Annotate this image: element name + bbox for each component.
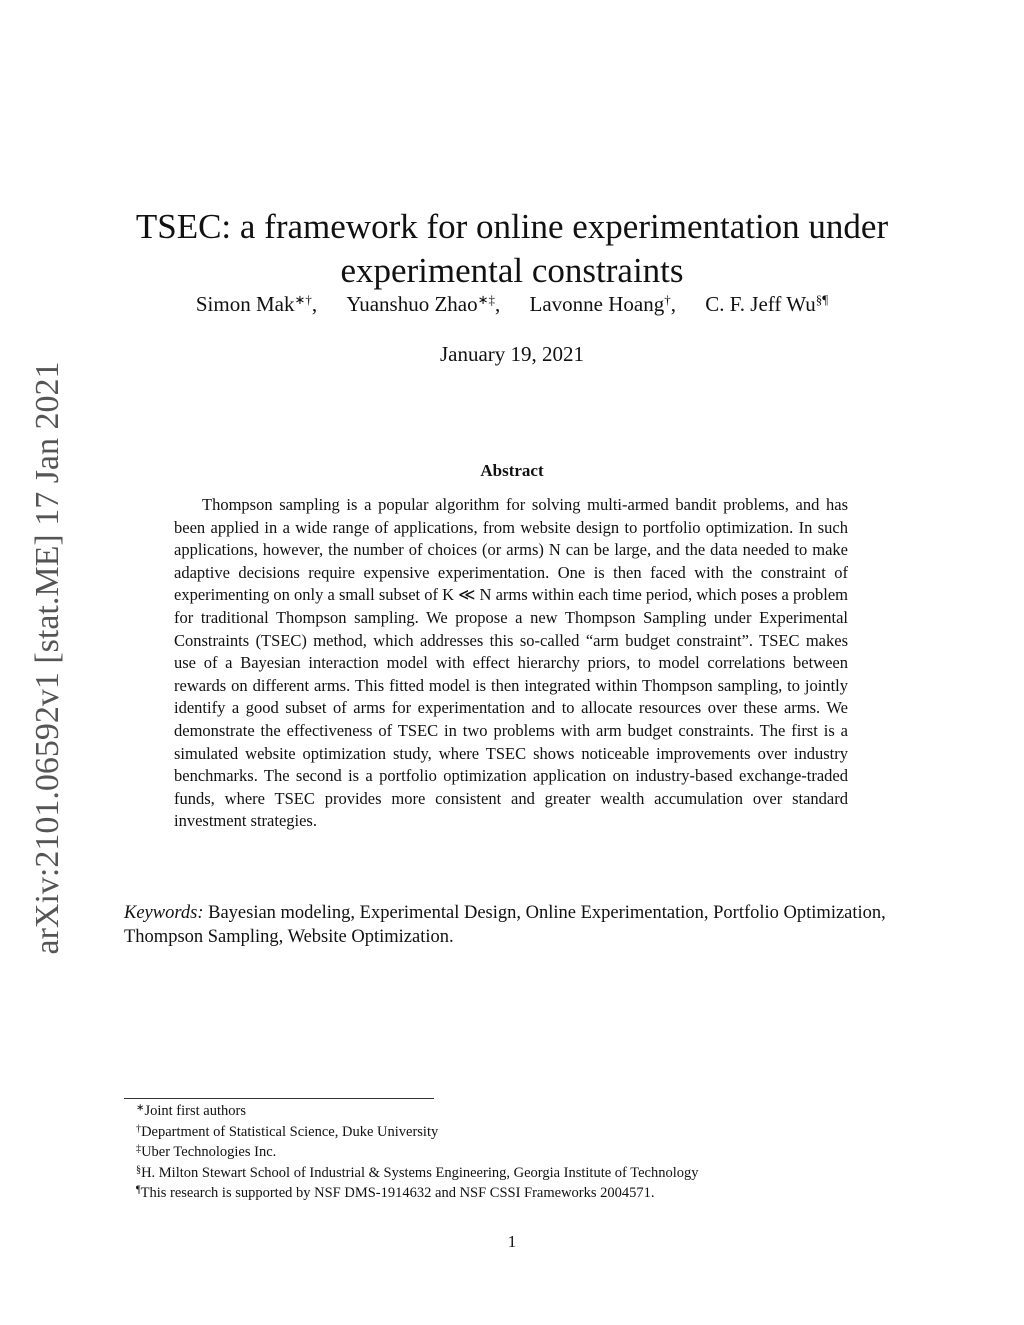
- footnote: [136, 1122, 936, 1143]
- author-affiliation-marks: ∗†: [294, 291, 312, 307]
- keywords-text: Bayesian modeling, Experimental Design, Online Experimentation, Portfolio Optimization, Thompson Sampling, Website Optimization.: [124, 903, 886, 947]
- author-name: Lavonne Hoang: [529, 292, 665, 316]
- keywords: [124, 901, 900, 949]
- author-affiliation-marks: §¶: [815, 291, 829, 307]
- keywords-label: Keywords:: [124, 903, 204, 923]
- publication-date: January 19, 2021: [439, 342, 585, 366]
- arxiv-identifier: arXiv:2101.06592v1 [stat.ME] 17 Jan 2021: [29, 361, 66, 955]
- author-name: Yuanshuo Zhao: [346, 292, 478, 316]
- footnote: [136, 1101, 936, 1122]
- footnote-divider: [124, 1098, 434, 1099]
- author-affiliation-marks: †: [664, 291, 671, 307]
- footnote-text: H. Milton Stewart School of Industrial & Systems Engineering, Georgia Institute of Technology: [141, 1164, 699, 1181]
- author: [196, 292, 317, 316]
- title-line-1: TSEC: a framework for online experimentation under: [135, 207, 889, 247]
- footnote: [136, 1183, 936, 1204]
- title-line-2: experimental constraints: [340, 251, 684, 291]
- author: [705, 292, 828, 316]
- author-separator: ,: [495, 292, 501, 316]
- author-name: C. F. Jeff Wu: [705, 292, 816, 316]
- author: [530, 292, 676, 316]
- author-name: Simon Mak: [195, 292, 295, 316]
- footnote-text: Uber Technologies Inc.: [141, 1144, 277, 1161]
- footnote-mark: ¶: [136, 1184, 141, 1196]
- footnote-mark: ∗: [136, 1102, 145, 1114]
- author-separator: ,: [311, 292, 318, 316]
- footnote: [136, 1163, 936, 1184]
- author-list: [120, 292, 904, 317]
- footnotes: [136, 1101, 936, 1204]
- author-affiliation-marks: ∗‡: [477, 291, 496, 307]
- footnote-text: This research is supported by NSF DMS-1914632 and NSF CSSI Frameworks 2004571.: [140, 1185, 655, 1202]
- footnote-text: Department of Statistical Science, Duke University: [141, 1123, 439, 1140]
- abstract-heading: Abstract: [480, 461, 544, 480]
- paper-title: [120, 205, 904, 293]
- footnote-mark: †: [136, 1123, 142, 1135]
- footnote: [136, 1142, 936, 1163]
- footnote-mark: §: [136, 1164, 142, 1176]
- abstract-text: Thompson sampling is a popular algorithm for solving multi-armed bandit problems, and has been applied in a wide range of applications, from website design to portfolio optimization. In such applications, however, the number of choices (or arms) N can be large, and the data needed to make adaptive decisions require expensive experimentation. One is then faced with the constraint of experimenting on only a small subset of K ≪ N arms within each time period, which poses a problem for traditional Thompson sampling. We propose a new Thompson Sampling under Experimental Constraints (TSEC) method, which addresses this so-called “arm budget constraint”. TSEC makes use of a Bayesian interaction model with effect hierarchy priors, to model correlations between rewards on different arms. This fitted model is then integrated within Thompson sampling, to jointly identify a good subset of arms for experimentation and to allocate resources over these arms. We demonstrate the effectiveness of TSEC in two problems with arm budget constraints. The first is a simulated website optimization study, where TSEC shows noticeable improvements over industry benchmarks. The second is a portfolio optimization application on industry-based exchange-traded funds, where TSEC provides more consistent and greater wealth accumulation over standard investment strategies.: [174, 495, 848, 831]
- footnote-mark: ‡: [136, 1143, 142, 1155]
- page-number: 1: [507, 1232, 517, 1251]
- footnote-text: Joint first authors: [144, 1103, 246, 1119]
- author-separator: ,: [670, 292, 677, 316]
- author: [346, 292, 500, 316]
